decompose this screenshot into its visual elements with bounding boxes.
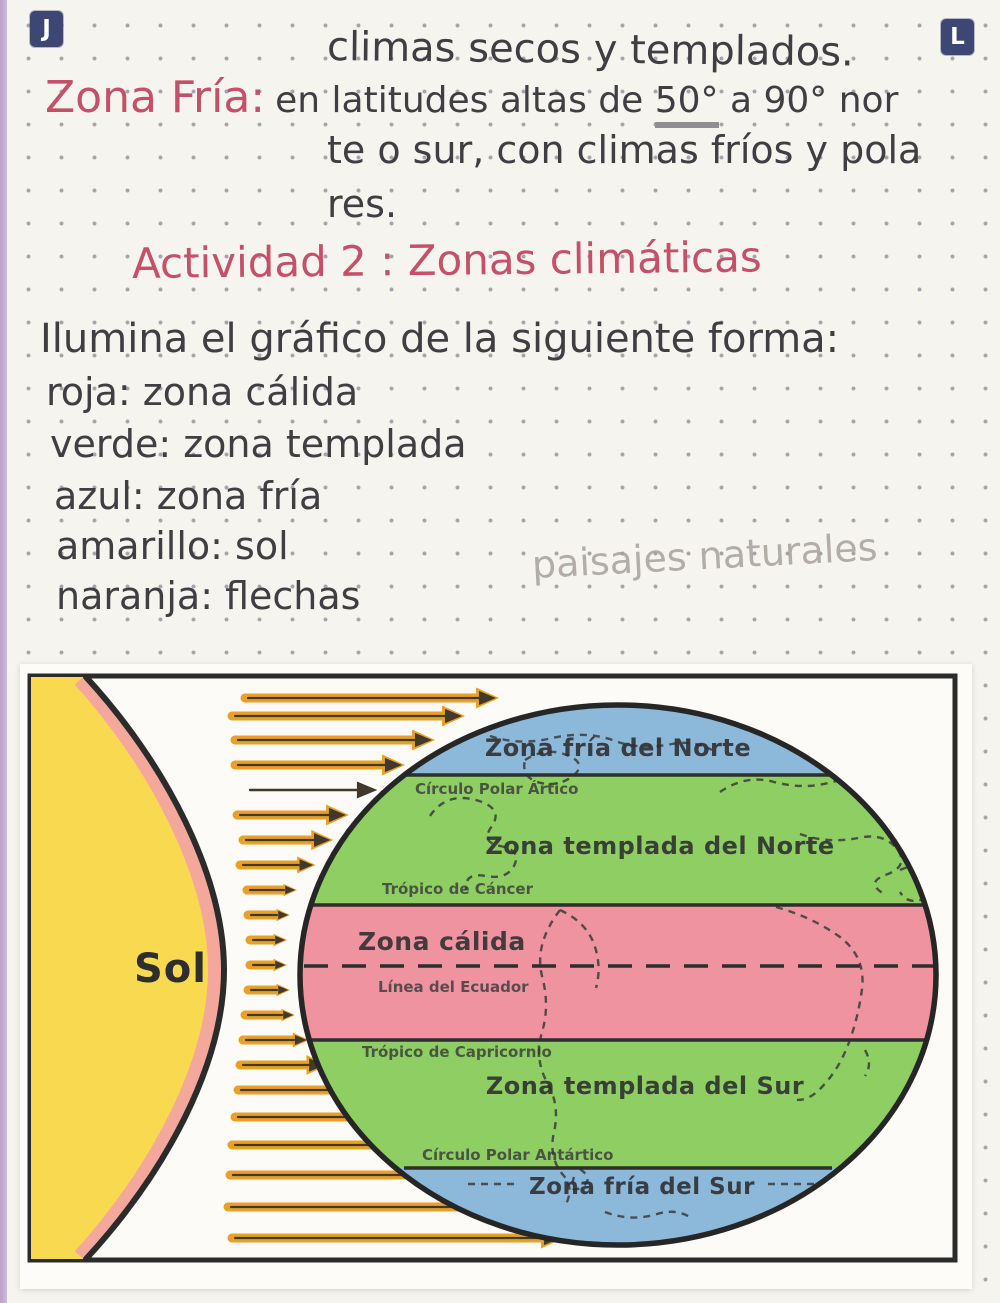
line-label-polar-artico: Círculo Polar Ártico [415, 780, 579, 798]
corner-marker-button-right[interactable] [941, 19, 974, 55]
zone-label-templada-norte: Zona templada del Norte [485, 832, 835, 860]
corner-glyph-icon-right: L [950, 24, 965, 50]
ghost-bleedthrough-text: paisajes naturales [530, 524, 879, 587]
corner-glyph-icon-left: J [42, 16, 51, 42]
legend-amarillo: amarillo: sol [56, 524, 289, 568]
line-label-polar-antartico: Círculo Polar Antártico [422, 1146, 614, 1164]
worksheet-sheet [20, 664, 972, 1289]
line-label-tropico-cancer: Trópico de Cáncer [382, 880, 533, 898]
activity-title: Actividad 2 : Zonas climáticas [131, 232, 762, 288]
legend-verde: verde: zona templada [50, 422, 467, 466]
corner-marker-button-left[interactable] [30, 11, 63, 47]
zone-label-fria-sur: Zona fría del Sur [529, 1174, 755, 1200]
page-margin-strip [0, 0, 7, 1303]
zona-fria-text-post: a 90° nor [718, 80, 899, 121]
note-line-zona-fria [45, 74, 898, 122]
note-line-climas: climas secos y templados. [326, 24, 855, 76]
zone-band-calida [295, 905, 945, 1040]
zone-label-calida: Zona cálida [358, 927, 526, 956]
instruction-line: Ilumina el gráfico de la siguiente forma: [40, 316, 840, 362]
zone-label-templada-sur: Zona templada del Sur [485, 1072, 805, 1100]
note-line-te-o-sur: te o sur, con climas fríos y pola [327, 128, 922, 172]
zone-label-fria-norte: Zona fría del Norte [484, 734, 752, 762]
legend-naranja: naranja: flechas [56, 574, 361, 618]
sun-label: Sol [134, 946, 207, 992]
legend-azul: azul: zona fría [54, 474, 323, 518]
zona-fria-heading: Zona Fría: [45, 72, 266, 123]
climate-zones-diagram [20, 664, 972, 1289]
legend-roja: roja: zona cálida [46, 370, 359, 414]
note-line-res: res. [327, 182, 398, 226]
line-label-tropico-capricornio: Trópico de Capricornio [362, 1043, 552, 1061]
zona-fria-degrees: 50° [655, 80, 719, 128]
zona-fria-text-pre: en latitudes altas de [275, 80, 655, 121]
line-label-ecuador: Línea del Ecuador [378, 978, 529, 996]
